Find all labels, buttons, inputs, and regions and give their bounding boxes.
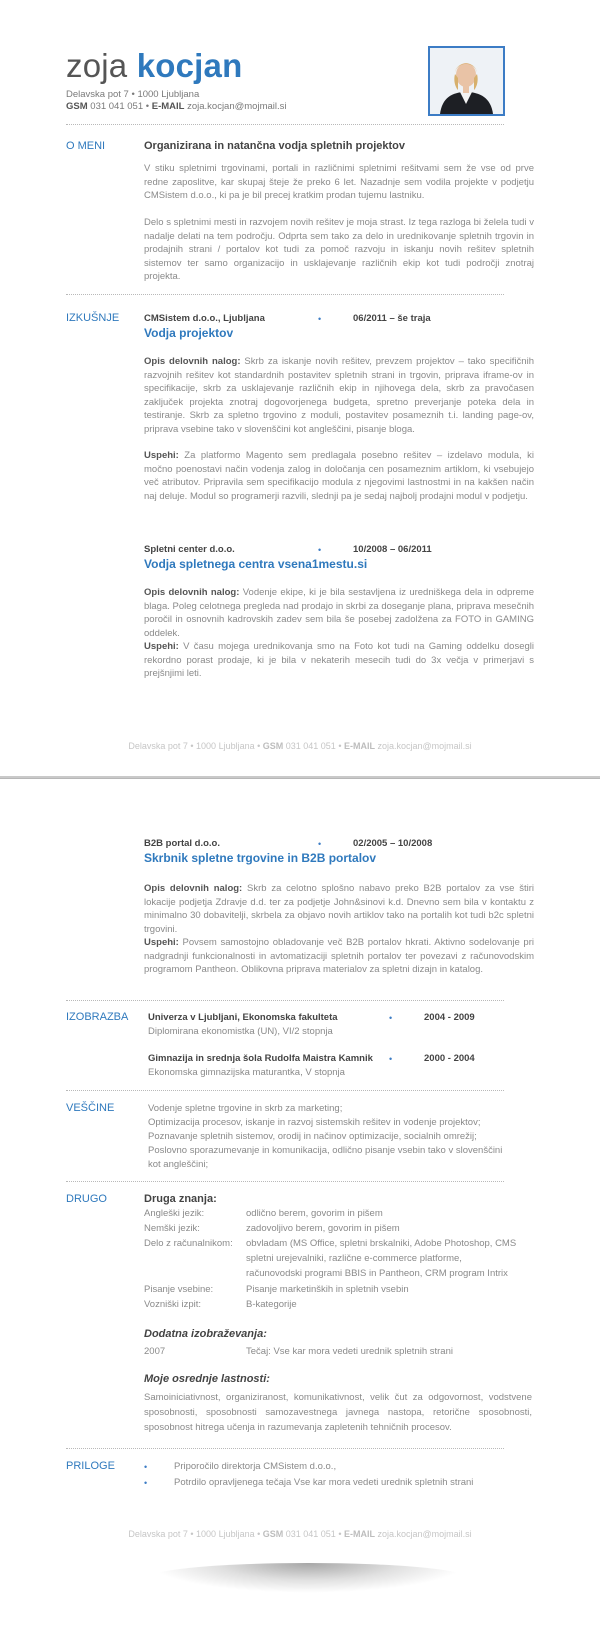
bullet-dot: •: [144, 1478, 148, 1488]
education-years: 2004 - 2009: [424, 1012, 475, 1023]
section-title-skills: VEŠČINE: [66, 1102, 115, 1114]
about-paragraph-2: Delo s spletnimi mesti in razvojem novih rešitev je moja strast. Iz tega razloga bi želela tudi v nadalje delati na tem področju. Odprta sem tako za delo in urednikovanje spletnih trgovin in prodajnih strani / portalov kot tudi za pomoč razvoju in iskanju novih rešitev spletnih sistemov ter samo organizacijo in usklajevanje različnih ekip kot tudi področji znotraj projekta.: [144, 217, 534, 282]
attachment-item[interactable]: Priporočilo direktorja CMSistem d.o.o.,: [174, 1461, 337, 1472]
address-line: Delavska pot 7 • 1000 Ljubljana: [66, 89, 200, 100]
divider: [66, 124, 504, 125]
training-text: Tečaj: Vse kar mora vedeti urednik spletnih strani: [246, 1346, 453, 1357]
traits-text: Samoiniciativnost, organiziranost, komunikativnost, velik čut za odgovornost, vodstvene sposobnosti, sposobnosti samozavestnega javnega nastopa, retorične sposobnosti, sposobnost hitrega učenja in razumevanja zapletenih tehničnih procesov.: [144, 1392, 532, 1433]
knowledge-value: spletni urejevalniki, različne e-commerce platforme,: [246, 1253, 462, 1264]
knowledge-value: B-kategorije: [246, 1299, 297, 1310]
knowledge-value: Pisanje marketinških in spletnih vsebin: [246, 1284, 409, 1295]
section-title-other: DRUGO: [66, 1193, 107, 1205]
knowledge-key: Nemški jezik:: [144, 1223, 200, 1234]
page-shadow: [148, 1563, 468, 1593]
divider: [66, 1090, 504, 1091]
education-school: Univerza v Ljubljani, Ekonomska fakulteta: [148, 1012, 338, 1023]
knowledge-value: zadovoljivo berem, govorim in pišem: [246, 1223, 400, 1234]
job-company: CMSistem d.o.o., Ljubljana: [144, 313, 265, 324]
divider: [66, 294, 504, 295]
email-link[interactable]: zoja.kocjan@mojmail.si: [187, 101, 287, 112]
education-years: 2000 - 2004: [424, 1053, 475, 1064]
bullet-dot: •: [144, 1462, 148, 1472]
job-role: Skrbnik spletne trgovine in B2B portalov: [144, 851, 377, 865]
job-duties: Opis delovnih nalog: Skrb za celotno splošno nabavo preko B2B portalov za vse štiri lokacije podjetja Zdravje d.d. ter za podjetje John&sinovi k.d. Dnevno sem bila v kontaktu z minimalno 30 dobavitelji, skrbela za objavo novih artiklov tako na portalih kot tudi b2c spletni trgovini.: [144, 883, 534, 935]
bullet-dot: •: [318, 545, 322, 555]
knowledge-value: obvladam (MS Office, spletni brskalniki, Adobe Photoshop, CMS: [246, 1238, 517, 1249]
about-paragraph-1: V stiku spletnimi trgovinami, portali in različnimi spletnimi rešitvami sem že vse od prve redne zaposlitve, kar skupaj šteje že preko 6 let. Nazadnje sem vodila projekte v podjetju CMSistem d.o.o., ki pa je bil precej kratkim prodan tujemu lastniku.: [144, 163, 534, 201]
divider: [66, 1448, 504, 1449]
cv-page-1: [0, 0, 600, 778]
job-role: Vodja projektov: [144, 326, 234, 340]
job-success: Uspehi: Za platformo Magento sem predlagala posebno rešitev – izdelavo modula, ki močno poenostavi način vodenja zalog in določanja cen posameznim artiklom, ki vsebujejo več atributov. Pripravila sem specifikacijo modula z njegovimi lastnostmi in na kakšen način naj deluje. Modul so programerji razvili, slednji pa je sedaj najbolj prodajni modul v podjetju.: [144, 450, 534, 502]
education-degree: Diplomirana ekonomistka (UN), VI/2 stopnja: [148, 1026, 333, 1037]
page-separator: [0, 776, 600, 779]
knowledge-key: Pisanje vsebine:: [144, 1284, 214, 1295]
last-name: kocjan: [136, 47, 243, 84]
knowledge-key: Vozniški izpit:: [144, 1299, 202, 1310]
section-title-experience: IZKUŠNJE: [66, 312, 120, 324]
first-name: zoja: [66, 47, 128, 84]
section-title-about: O MENI: [66, 140, 106, 152]
candidate-name: [66, 46, 242, 86]
job-duties: Opis delovnih nalog: Skrb za iskanje novih rešitev, prevzem projektov – tako specifičnih razvojnih rešitev kot standardnih postavitev spletnih strani in trgovin, priprava iframe-ov in specifikacije, skrb za usklajevanje različnih ekip in njihovega dela, skrb za pravočasen zaključek projekta znotraj dogovorjenega budgeta, spretno preverjanje poteka dela in testiranje. Skrb za spletno trgovino z moduli, postavitev posameznih t.i. landing page-ov, priprava vsebine tako v slovenščini kot angleščini, pisanje bloga.: [144, 356, 534, 435]
skills-line: Vodenje spletne trgovine in skrb za marketing;: [148, 1103, 343, 1114]
training-year: 2007: [144, 1346, 166, 1357]
skills-line: Poslovno sporazumevanje in komunikacija, odlično pisanje vsebin tako v slovenščini: [148, 1145, 503, 1156]
contact-line: GSM 031 041 051 • E-MAIL zoja.kocjan@mojmail.si: [66, 101, 287, 112]
job-success: Uspehi: V času mojega urednikovanja smo na Foto kot tudi na Gaming oddelku dosegli rekordno porast prodaje, ki je bila v nekaterih mesecih tudi do 3x večja v primerjavi s prejšnjimi leti.: [144, 641, 534, 679]
traits-title: Moje osrednje lastnosti:: [144, 1373, 270, 1385]
job-dates: 06/2011 – še traja: [353, 313, 431, 324]
skills-line: Poznavanje spletnih sistemov, orodij in načinov optimizacije, socialnih omrežij;: [148, 1131, 477, 1142]
job-company: Spletni center d.o.o.: [144, 544, 235, 555]
job-company: B2B portal d.o.o.: [144, 838, 220, 849]
skills-line: Optimizacija procesov, iskanje in razvoj sistemskih rešitev in vodenje projektov;: [148, 1117, 481, 1128]
education-degree: Ekonomska gimnazijska maturantka, V stopnja: [148, 1067, 345, 1078]
job-role: Vodja spletnega centra vsena1mestu.si: [144, 557, 368, 571]
education-school: Gimnazija in srednja šola Rudolfa Maistra Kamnik: [148, 1053, 373, 1064]
knowledge-value: odlično berem, govorim in pišem: [246, 1208, 383, 1219]
job-success: Uspehi: Povsem samostojno obladovanje več B2B portalov hkrati. Aktivno sodelovanje pri nadgradnji funkcionalnosti in avtomatizaciji spletnih portalov ter povezavi z računovodskim programom Pantheon. Oblikovna priprava materialov za spletni dizajn in katalog.: [144, 937, 534, 975]
bullet-dot: •: [318, 314, 322, 324]
training-title: Dodatna izobraževanja:: [144, 1328, 267, 1340]
knowledge-title: Druga znanja:: [144, 1193, 217, 1205]
attachment-item[interactable]: Potrdilo opravljenega tečaja Vse kar mora vedeti urednik spletnih strani: [174, 1477, 474, 1488]
page-footer: Delavska pot 7 • 1000 Ljubljana • GSM 031 041 051 • E-MAIL zoja.kocjan@mojmail.si: [128, 1529, 472, 1539]
bullet-dot: •: [389, 1054, 393, 1064]
knowledge-value: računovodski programi BBIS in Pantheon, CRM program Intrix: [246, 1268, 508, 1279]
divider: [66, 1181, 504, 1182]
about-headline: Organizirana in natančna vodja spletnih projektov: [144, 140, 405, 152]
job-dates: 10/2008 – 06/2011: [353, 544, 432, 555]
page-footer: Delavska pot 7 • 1000 Ljubljana • GSM 031 041 051 • E-MAIL zoja.kocjan@mojmail.si: [128, 741, 472, 751]
bullet-dot: •: [389, 1013, 393, 1023]
bullet-dot: •: [318, 839, 322, 849]
knowledge-key: Angleški jezik:: [144, 1208, 205, 1219]
section-title-attachments: PRILOGE: [66, 1460, 115, 1472]
job-dates: 02/2005 – 10/2008: [353, 838, 433, 849]
gsm-number: 031 041 051: [90, 101, 144, 112]
job-duties: Opis delovnih nalog: Vodenje ekipe, ki je bila sestavljena iz uredniškega dela in odpreme blaga. Poleg celotnega pregleda nad prodajo in skrbi za doseganje plana, priprava mesečnih poročil in osnovnih kadrovskih zadev sem bila še posebej zadolžena za FOTO in GAMING oddelek.: [144, 587, 534, 639]
skills-line: kot angleščini;: [148, 1159, 209, 1170]
section-title-education: IZOBRAZBA: [66, 1011, 129, 1023]
divider: [66, 1000, 504, 1001]
knowledge-key: Delo z računalnikom:: [144, 1238, 233, 1249]
profile-photo: [428, 46, 505, 116]
